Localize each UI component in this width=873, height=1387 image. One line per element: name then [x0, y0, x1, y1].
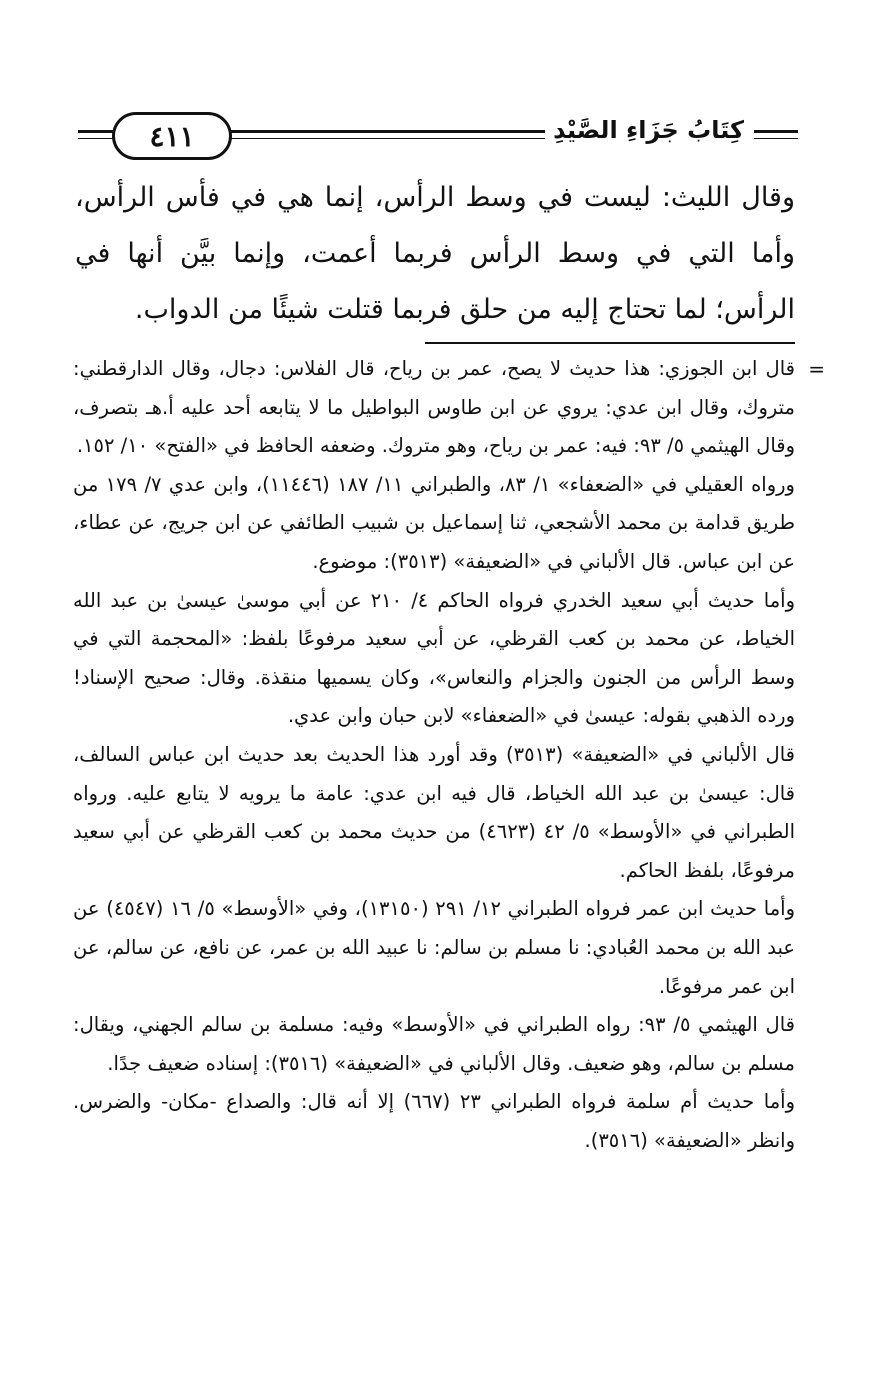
footnote-paragraph: قال الهيثمي ٥/ ٩٣: رواه الطبراني في «الأوسط» وفيه: مسلمة بن سالم الجهني، ويقال: مسلم بن سالم، وهو ضعيف. وقال الألباني في «الضعيفة» (٣٥١٦): إسناده ضعيف جدًا.: [73, 1013, 795, 1075]
footnote-paragraph: [73, 350, 825, 466]
footnote-text: قال ابن الجوزي: هذا حديث لا يصح، عمر بن رياح، قال الفلاس: دجال، وقال الدارقطني: متروك، وقال ابن عدي: يروي عن ابن طاوس البواطيل ما لا يتابعه أحد عليه أ.هـ بتصرف، وقال الهيثمي ٥/ ٩٣: فيه: عمر بن رياح، وهو متروك. وضعفه الحافظ في «الفتح» ١٠/ ١٥٢.: [73, 357, 795, 458]
footnote-paragraph: وأما حديث ابن عمر فرواه الطبراني ١٢/ ٢٩١ (١٣١٥٠)، وفي «الأوسط» ٥/ ١٦ (٤٥٤٧) عن عبد الله بن محمد العُبادي: نا مسلم بن سالم: نا عبيد الله بن عمر، عن نافع، عن سالم، عن ابن عمر مرفوعًا.: [73, 897, 795, 998]
header-rule-right-bottom: [754, 138, 798, 139]
page-header: [78, 108, 798, 164]
footnotes: [73, 350, 825, 1160]
footnote-paragraph: ورواه العقيلي في «الضعفاء» ١/ ٨٣، والطبراني ١١/ ١٨٧ (١١٤٤٦)، وابن عدي ٧/ ١٧٩ من طريق قدامة بن محمد الأشجعي، ثنا إسماعيل بن شبيب الطائفي عن ابن جريج، عن عطاء، عن ابن عباس. قال الألباني في «الضعيفة» (٣٥١٣): موضوع.: [73, 472, 795, 573]
footnote-separator: [425, 342, 795, 344]
header-rule-right-top: [754, 130, 798, 133]
footnote-paragraph: قال الألباني في «الضعيفة» (٣٥١٣) وقد أورد هذا الحديث بعد حديث ابن عباس السالف، قال: عيسىٰ بن عبد الله الخياط، قال فيه ابن عدي: عامة ما يرويه لا يتابع عليه. ورواه الطبراني في «الأوسط» ٥/ ٤٢ (٤٦٢٣) من حديث محمد بن كعب القرظي عن أبي سعيد مرفوعًا، بلفظ الحاكم.: [73, 742, 795, 882]
page-number: ٤١١: [112, 112, 232, 160]
footnote-paragraph: وأما حديث أم سلمة فرواه الطبراني ٢٣ (٦٦٧) إلا أنه قال: والصداع -مكان- والضرس. وانظر «الضعيفة» (٣٥١٦).: [73, 1090, 795, 1152]
footnote-paragraph: وأما حديث أبي سعيد الخدري فرواه الحاكم ٤/ ٢١٠ عن أبي موسىٰ عيسىٰ بن عبد الله الخياط، عن محمد بن كعب القرظي، عن أبي سعيد مرفوعًا بلفظ: «المحجمة التي في وسط الرأس من الجنون والجزام والنعاس»، وكان يسميها منقذة. وقال: صحيح الإسناد! ورده الذهبي بقوله: عيسىٰ في «الضعفاء» لابن حبان وابن عدي.: [73, 588, 795, 728]
main-paragraph: وقال الليث: ليست في وسط الرأس، إنما هي في فأس الرأس، وأما التي في وسط الرأس فربما أعمت، وإنما بيَّن أنها في الرأس؛ لما تحتاج إليه من حلق فربما قتلت شيئًا من الدواب.: [75, 182, 795, 325]
book-title: كِتَابُ جَزَاءِ الصَّيْدِ: [545, 116, 752, 144]
continuation-marker: =: [808, 357, 825, 381]
main-text: [75, 170, 795, 338]
